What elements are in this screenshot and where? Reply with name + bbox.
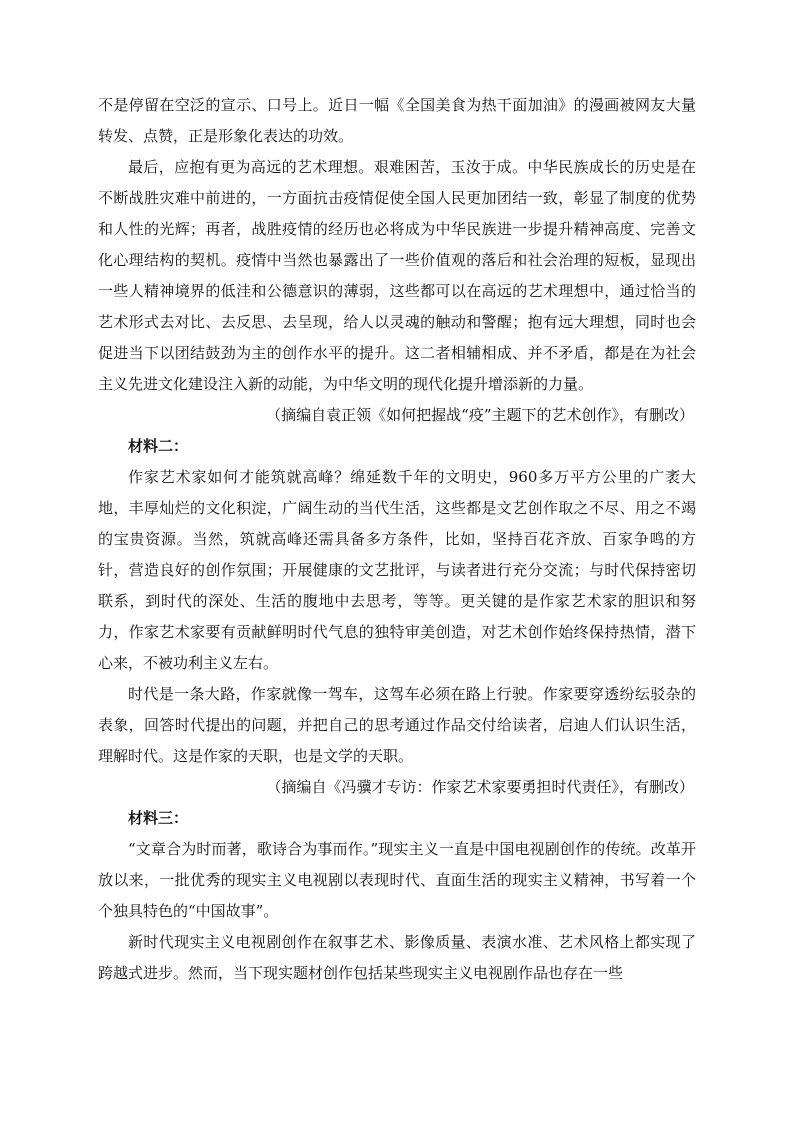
material-three-heading: 材料三： <box>128 809 189 827</box>
paragraph-realism-tradition: “文章合为时而著，歌诗合为事而作。”现实主义一直是中国电视剧创作的传统。改革开放以来，一批优秀的现实主义电视剧以表现时代、直面生活的现实主义精神，书写着一个个独具特色的“中国故事”。 <box>98 840 696 920</box>
document-body <box>98 90 696 989</box>
source-citation-2: （摘编自《冯骥才专访：作家艺术家要勇担时代责任》，有删改） <box>266 778 694 796</box>
material-two-heading: 材料二： <box>128 437 189 455</box>
paragraph-new-era-tv: 新时代现实主义电视剧创作在叙事艺术、影像质量、表演水准、艺术风格上都实现了跨越式进步。然而，当下现实题材创作包括某些现实主义电视剧作品也存在一些 <box>98 933 696 982</box>
paragraph-continuation: 不是停留在空泛的宣示、口号上。近日一幅《全国美食为热干面加油》的漫画被网友大量转发、点赞，正是形象化表达的功效。 <box>98 96 696 145</box>
source-citation-1: （摘编自袁正领《如何把握战“疫”主题下的艺术创作》，有删改） <box>266 406 694 424</box>
paragraph-writers-peaks: 作家艺术家如何才能筑就高峰？绵延数千年的文明史，960多万平方公里的广袤大地，丰厚灿烂的文化积淀，广阔生动的当代生活，这些都是文艺创作取之不尽、用之不竭的宝贵资源。当然，筑就高峰还需具备多方条件，比如，坚持百花齐放、百家争鸣的方针，营造良好的创作氛围；开展健康的文艺批评，与读者进行充分交流；与时代保持密切联系，到时代的深处、生活的腹地中去思考，等等。更关键的是作家艺术家的胆识和努力，作家艺术家要有贡献鲜明时代气息的独特审美创造，对艺术创作始终保持热情，潜下心来，不被功利主义左右。 <box>98 468 696 672</box>
paragraph-artistic-ideal: 最后，应抱有更为高远的艺术理想。艰难困苦，玉汝于成。中华民族成长的历史是在不断战胜灾难中前进的，一方面抗击疫情促使全国人民更加团结一致，彰显了制度的优势和人性的光辉；再者，战胜疫情的经历也必将成为中华民族进一步提升精神高度、完善文化心理结构的契机。疫情中当然也暴露出了一些价值观的落后和社会治理的短板，显现出一些人精神境界的低洼和公德意识的薄弱，这些都可以在高远的艺术理想中，通过恰当的艺术形式去对比、去反思、去呈现，给人以灵魂的触动和警醒；抱有远大理想，同时也会促进当下以团结鼓劲为主的创作水平的提升。这二者相辅相成、并不矛盾，都是在为社会主义先进文化建设注入新的动能，为中华文明的现代化提升增添新的力量。 <box>98 158 696 393</box>
paragraph-era-road: 时代是一条大路，作家就像一驾车，这驾车必须在路上行驶。作家要穿透纷纭驳杂的表象，回答时代提出的问题，并把自己的思考通过作品交付给读者，启迪人们认识生活，理解时代。这是作家的天职，也是文学的天职。 <box>98 685 696 765</box>
